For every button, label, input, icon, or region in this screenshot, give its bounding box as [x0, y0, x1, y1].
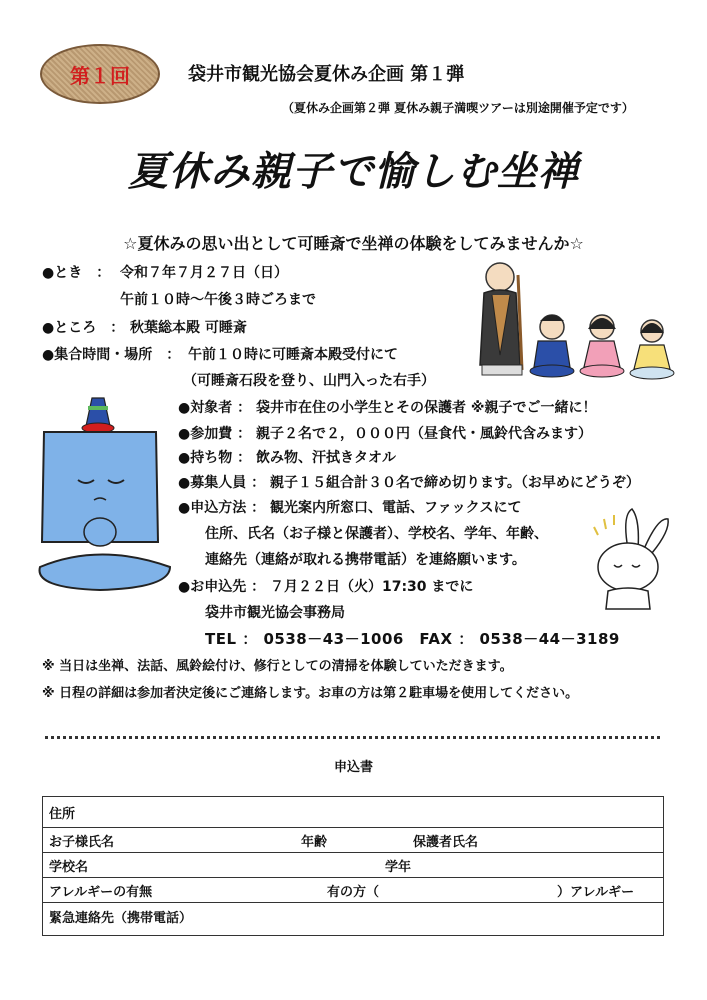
child-girl-2 — [630, 320, 674, 379]
date-value: 令和７年７月２７日（日） — [120, 265, 288, 281]
child-name-field-label[interactable]: お子様氏名 — [49, 835, 115, 850]
tel-fax-line: TEL ： 0538－43－1006 FAX ： 0538－44－3189 — [205, 630, 620, 648]
sub-note: （夏休み企画第２弾 夏休み親子満喫ツアーは別途開催予定です） — [282, 101, 634, 115]
office-line: 袋井市観光協会事務局 — [205, 605, 345, 621]
child-girl-1 — [580, 315, 624, 377]
meet-label: ●集合時間・場所 ： — [42, 347, 181, 363]
badge-label: 第１回 — [70, 63, 130, 88]
lead-text: ☆夏休みの思い出として可睡斎で坐禅の体験をしてみませんか☆ — [123, 234, 584, 253]
address-field-label[interactable]: 住所 — [49, 807, 76, 822]
allergy-detail-open[interactable]: 有の方（ — [327, 885, 380, 900]
monk-figure — [480, 263, 522, 375]
child-boy — [530, 315, 574, 377]
school-field-label[interactable]: 学校名 — [49, 860, 89, 875]
target-line: ●対象者 ： 袋井市在住の小学生とその保護者 ※親子でご一緒に！ — [178, 400, 597, 416]
emergency-contact-field-label[interactable]: 緊急連絡先（携帯電話） — [49, 911, 193, 926]
allergy-detail-close: ）アレルギー — [557, 885, 635, 900]
note-1: ※ 当日は坐禅、法話、風鈴絵付け、修行としての清掃を体験していただきます。 — [42, 659, 513, 674]
monk-and-children-illustration — [470, 255, 700, 390]
note-2: ※ 日程の詳細は参加者決定後にご連絡します。お車の方は第２駐車場を使用してください。 — [42, 686, 579, 701]
place-label: ●ところ ： — [42, 320, 125, 336]
grade-field-label[interactable]: 学年 — [385, 860, 412, 875]
place-value: 秋葉総本殿 可睡斎 — [130, 320, 247, 336]
form-row-divider — [43, 902, 663, 903]
apply-method-line: ●申込方法 ： 観光案内所窓口、電話、ファックスにて — [178, 500, 522, 516]
header-text: 袋井市観光協会夏休み企画 第１弾 — [188, 64, 465, 85]
rabbit-illustration — [588, 505, 683, 615]
form-row-divider — [43, 852, 663, 853]
application-form — [42, 796, 664, 936]
apply-line-2: 住所、氏名（お子様と保護者）、学校名、学年、年齢、 — [205, 526, 548, 542]
event-number-badge — [40, 44, 160, 104]
apply-to-line: ●お申込先 ： ７月２２日（火）17:30 までに — [178, 579, 474, 595]
age-field-label[interactable]: 年齢 — [301, 835, 328, 850]
meet-detail: （可睡斎石段を登り、山門入った右手） — [183, 373, 435, 389]
form-row-divider — [43, 827, 663, 828]
cut-line — [45, 736, 660, 739]
fee-line: ●参加費 ： 親子２名で２，０００円（昼食代・風鈴代含みます） — [178, 426, 592, 442]
meet-value: 午前１０時に可睡斎本殿受付にて — [188, 347, 398, 363]
capacity-line: ●募集人員 ： 親子１５組合計３０名で締め切ります。（お早めにどうぞ） — [178, 475, 640, 491]
items-line: ●持ち物 ： 飲み物、汗拭きタオル — [178, 450, 396, 466]
page-title: 夏休み親子で愉しむ坐禅 — [128, 149, 579, 195]
allergy-field-label[interactable]: アレルギーの有無 — [49, 885, 153, 900]
guardian-name-field-label[interactable]: 保護者氏名 — [413, 835, 479, 850]
form-row-divider — [43, 877, 663, 878]
apply-line-3: 連絡先（連絡が取れる携帯電話）を連絡願います。 — [205, 552, 526, 568]
form-title: 申込書 — [333, 760, 373, 775]
mascot-character-illustration — [30, 392, 180, 597]
date-label: ●とき ： — [42, 265, 111, 281]
time-value: 午前１０時～午後３時ごろまで — [120, 292, 316, 308]
